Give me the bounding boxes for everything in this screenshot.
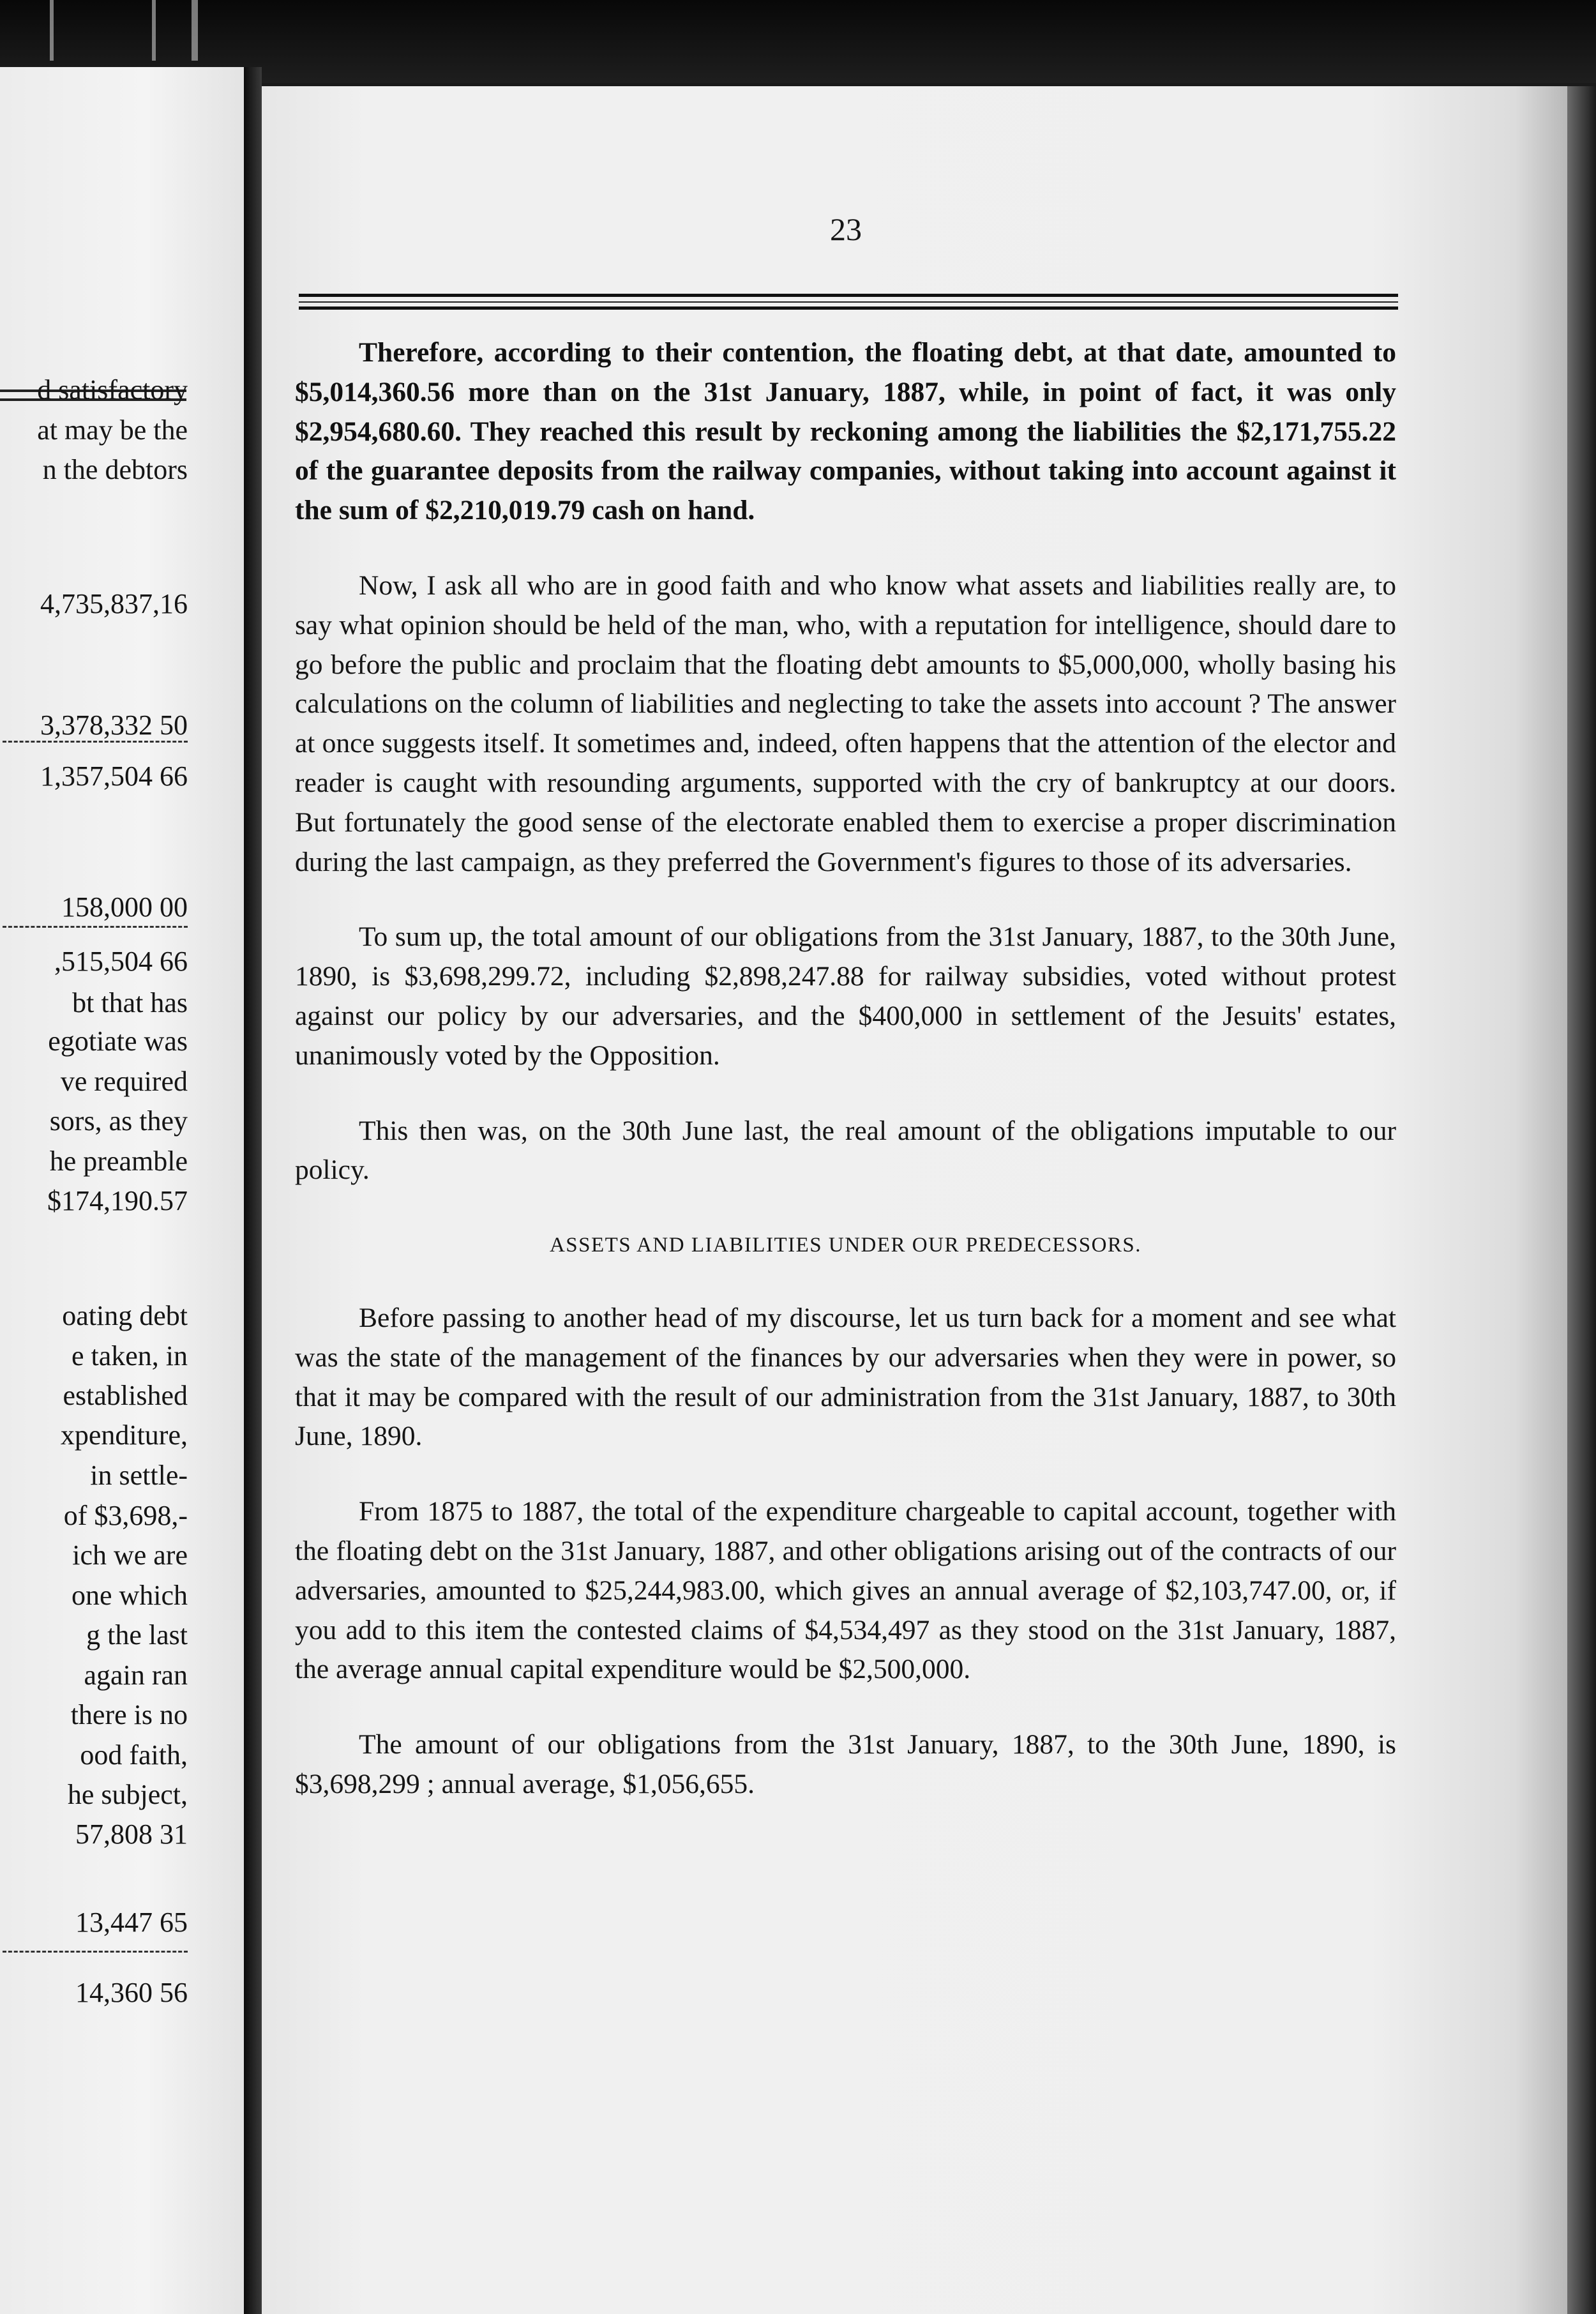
paragraph: Before passing to another head of my discourse, let us turn back for a moment and see what was the state of the management of the finances by our adversaries when they were in power, so that it may be compared with the result of our administration from the 31st January, 1887, to 30th June, 1890. xyxy=(295,1302,1396,1452)
previous-page-rule xyxy=(3,1951,188,1953)
previous-page-line: xpenditure, xyxy=(60,1419,188,1451)
previous-page-line: of $3,698,- xyxy=(63,1500,188,1531)
previous-page-line: ve required xyxy=(60,1066,188,1097)
scan-mark xyxy=(192,0,198,61)
previous-page-line: $174,190.57 xyxy=(47,1185,188,1216)
paragraph: This then was, on the 30th June last, the real amount of the obligations imputable to our policy. xyxy=(295,1115,1396,1186)
previous-page-line: established xyxy=(63,1380,188,1411)
previous-page-line: ood faith, xyxy=(80,1739,188,1771)
previous-page-line: d satisfactory xyxy=(37,374,188,405)
previous-page-line: 14,360 56 xyxy=(75,1977,188,2008)
paragraph: Now, I ask all who are in good faith and who know what assets and liabilities really are, to say what opinion should be held of the man, who, with a reputation for intelligence, should dare to go before the public and proclaim that the floating debt amounts to $5,000,000, wholly basing his calculations on the column of liabilities and neglecting to take the assets into account ? The answer at once suggests itself. It sometimes and, indeed, often happens that the attention of the elector and reader is caught with resounding arguments, supported with the cry of bankruptcy at our doors. But fortunately the good sense of the electorate enabled them to exercise a proper discrimination during the last campaign, as they preferred the Government's figures to those of its adversaries. xyxy=(295,570,1396,877)
previous-page-line: in settle- xyxy=(90,1460,188,1491)
scan-mark xyxy=(50,0,54,61)
previous-page-line: oating debt xyxy=(62,1300,188,1331)
previous-page-line: 4,735,837,16 xyxy=(40,588,188,619)
previous-page-fragment xyxy=(0,67,244,2314)
previous-page-line: bt that has xyxy=(72,987,188,1018)
previous-page-line: at may be the xyxy=(37,414,188,446)
paragraph: The amount of our obligations from the 31st January, 1887, to the 30th June, 1890, is $3,698,299 ; annual average, $1,056,655. xyxy=(295,1729,1396,1799)
previous-page-line: n the debtors xyxy=(42,454,188,485)
page-body xyxy=(295,333,1396,1840)
previous-page-line: one which xyxy=(71,1580,188,1611)
previous-page-line: again ran xyxy=(84,1660,188,1691)
previous-page-line: he subject, xyxy=(67,1779,188,1810)
previous-page-line: 13,447 65 xyxy=(75,1907,188,1938)
paragraph: To sum up, the total amount of our obligations from the 31st January, 1887, to the 30th June, 1890, is $3,698,299.72, including $2,898,247.88 for railway subsidies, voted without protest against our policy by our adversaries, and the $400,000 in settlement of the Jesuits' estates, unanimously voted by the Opposition. xyxy=(295,921,1396,1071)
previous-page-line: he preamble xyxy=(49,1146,188,1177)
book-gutter xyxy=(244,67,262,2314)
previous-page-line: sors, as they xyxy=(49,1105,188,1137)
previous-page-rule xyxy=(3,741,188,743)
previous-page-line: 57,808 31 xyxy=(75,1819,188,1850)
page-edge-shadow xyxy=(1567,86,1596,2314)
scan-mark xyxy=(152,0,156,61)
previous-page-rule xyxy=(3,926,188,928)
previous-page-line: 3,378,332 50 xyxy=(40,709,188,741)
header-rule xyxy=(299,294,1398,310)
previous-page-line: e taken, in xyxy=(71,1340,188,1372)
previous-page-line: there is no xyxy=(70,1699,188,1730)
previous-page-line: egotiate was xyxy=(48,1025,188,1057)
previous-page-line: ich we are xyxy=(72,1539,188,1571)
previous-page-line: 1,357,504 66 xyxy=(40,760,188,792)
section-heading: ASSETS AND LIABILITIES UNDER OUR PREDECESSORS. xyxy=(549,1234,1142,1257)
previous-page-line: 158,000 00 xyxy=(61,891,188,923)
previous-page-line: ,515,504 66 xyxy=(54,946,188,977)
paragraph: From 1875 to 1887, the total of the expenditure chargeable to capital account, together with the floating debt on the 31st January, 1887, and other obligations arising out of the contracts of our adversaries, amounted to $25,244,983.00, which gives an annual average of $2,103,747.00, or, if you add to this item the contested claims of $4,534,497 as they stood on the 31st January, 1887, the average annual capital expenditure would be $2,500,000. xyxy=(295,1496,1396,1685)
page-number: 23 xyxy=(830,211,862,247)
paragraph: Therefore, according to their contention, the floating debt, at that date, amounted to $5,014,360.56 more than on the 31st January, 1887, while, in point of fact, it was only $2,954,680.60. They reached this result by reckoning among the liabilities the $2,171,755.22 of the guarantee deposits from the railway companies, without taking into account against it the sum of $2,210,019.79 cash on hand. xyxy=(295,337,1396,526)
previous-page-line: g the last xyxy=(86,1619,188,1651)
